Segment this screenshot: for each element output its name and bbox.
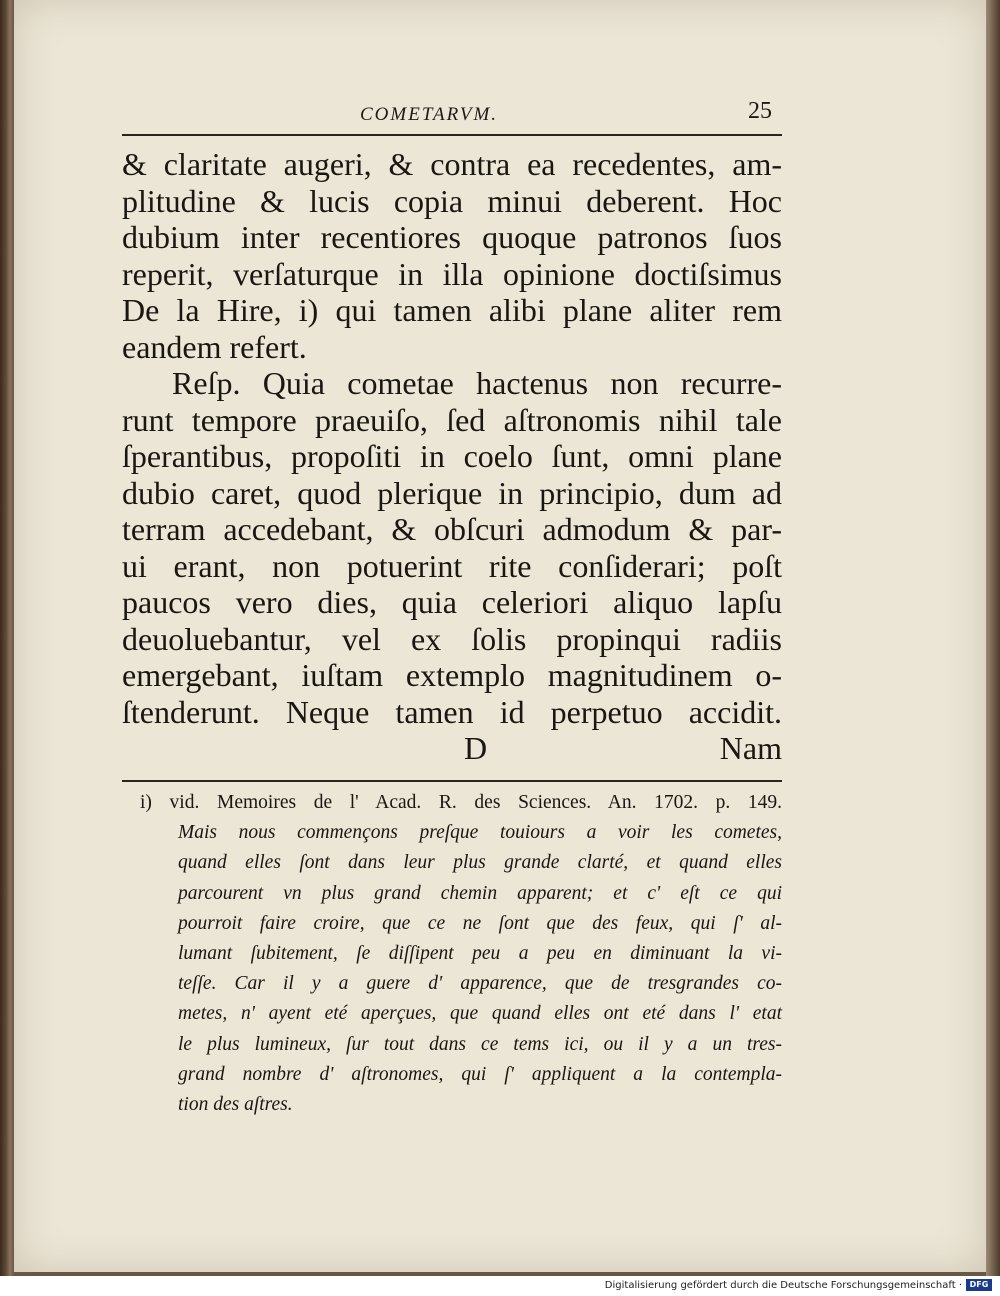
footnote-line: metes, n' ayent eté aperçues, que quand elles ont eté dans l' etat [178, 1003, 782, 1025]
text-line: plitudine & lucis copia minui deberent. Hoc [122, 182, 782, 219]
text-line: terram accedebant, & obſcuri admodum & par- [122, 511, 782, 547]
text-line: Reſp. Quia cometae hactenus non recurre- [172, 365, 782, 401]
page-number: 25 [748, 98, 772, 124]
text-line: reperit, verſaturque in illa opinione doctiſsimus [122, 255, 782, 292]
footnote-line: le plus lumineux, ſur tout dans ce tems ici, ou il y a un tres- [178, 1033, 782, 1055]
footnote-block [140, 788, 782, 1120]
header-rule [122, 134, 782, 136]
footnote-rule [122, 780, 782, 782]
footnote-line: parcourent vn plus grand chemin apparent; et c' eſt ce qui [178, 882, 782, 904]
footnote-line: Mais nous commençons preſque touiours a voir les cometes, [178, 822, 782, 844]
text-line: dubium inter recentiores quoque patronos ſuos [122, 219, 782, 255]
footnote-line: teſſe. Car il y a guere d' apparence, que de tresgrandes co- [178, 973, 782, 995]
catchword: Nam [719, 730, 782, 766]
dfg-logo: DFG [966, 1279, 992, 1291]
signature-mark: D [464, 730, 488, 766]
running-head: COMETARVM. [360, 104, 499, 125]
footnote-line: quand elles ſont dans leur plus grande clarté, et quand elles [178, 852, 782, 874]
funding-credit: Digitalisierung gefördert durch die Deutsche Forschungsgemeinschaft · [604, 1280, 962, 1291]
text-line: ſtenderunt. Neque tamen id perpetuo accidit. [122, 693, 782, 730]
text-line: eandem refert. [122, 328, 307, 365]
footnote-line: tion des aſtres. [178, 1093, 293, 1115]
text-line: emergebant, iuſtam extemplo magnitudinem o- [122, 657, 782, 693]
text-line: De la Hire, i) qui tamen alibi plane aliter rem [122, 292, 782, 328]
text-line: ſperantibus, propoſiti in coelo ſunt, omni plane [122, 438, 782, 474]
footnote-line: i) vid. Memoires de l' Acad. R. des Sciences. An. 1702. p. 149. [140, 792, 782, 813]
text-line: deuoluebantur, vel ex ſolis propinqui radiis [122, 620, 782, 657]
text-line: dubio caret, quod plerique in principio, dum ad [122, 474, 782, 511]
signature-row [122, 730, 782, 767]
text-line: & claritate augeri, & contra ea recedentes, am- [122, 146, 782, 182]
main-text [122, 146, 782, 767]
footnote-line: lumant ſubitement, ſe diſſipent peu a peu en diminuant la vi- [178, 942, 782, 964]
text-line: ui erant, non potuerint rite conſiderari; poſt [122, 547, 782, 584]
footnote-line: pourroit faire croire, que ce ne ſont que des feux, qui ſ' al- [178, 912, 782, 934]
text-line: paucos vero dies, quia celeriori aliquo lapſu [122, 584, 782, 620]
footnote-line: grand nombre d' aſtronomes, qui ſ' appliquent a la contempla- [178, 1063, 782, 1085]
text-line: runt tempore praeuiſo, ſed aſtronomis nihil tale [122, 401, 782, 438]
book-edge [986, 0, 1000, 1276]
